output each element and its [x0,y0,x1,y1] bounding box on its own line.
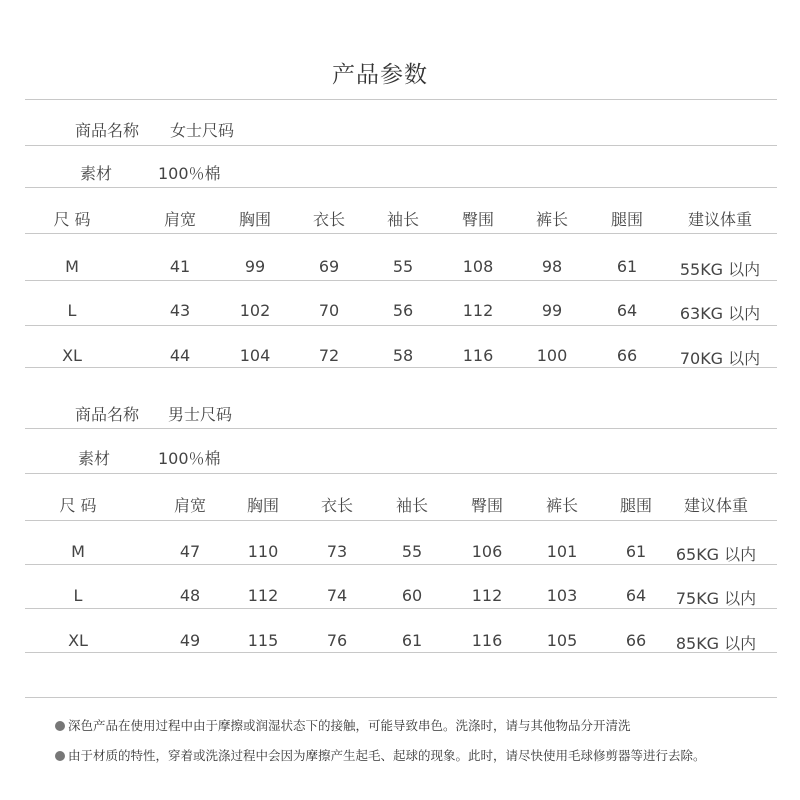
care-note-text: 由于材质的特性，穿着或洗涤过程中会因为摩擦产生起毛、起球的现象。此时，请尽快使用毛球修剪器等进行去除。 [68,748,706,763]
column-header: 胸围 [238,210,272,229]
size-label: L [73,586,83,605]
size-cell: 61 [625,542,647,561]
divider [25,280,777,281]
size-cell: 55 [401,542,423,561]
size-cell: 116 [462,346,494,365]
size-cell: 85KG 以内 [675,634,757,653]
column-header: 裤长 [545,496,579,515]
product-name-value: 女士尺码 [170,121,235,140]
product-name-label: 商品名称 [75,405,140,424]
size-label: XL [62,346,82,365]
size-label: M [71,542,85,561]
size-cell: 63KG 以内 [679,304,761,323]
size-cell: 61 [616,257,638,276]
size-cell: 72 [318,346,340,365]
divider [25,473,777,474]
divider [25,564,777,565]
product-name-value: 男士尺码 [168,405,233,424]
material-label: 素材 [80,164,113,183]
divider [25,608,777,609]
column-header: 袖长 [386,210,420,229]
size-cell: 102 [239,301,271,320]
column-header: 腿围 [619,496,653,515]
size-cell: 60 [401,586,423,605]
size-cell: 66 [625,631,647,650]
size-cell: 100 [536,346,568,365]
size-cell: 55 [392,257,414,276]
column-header: 建议体重 [687,210,753,229]
size-cell: 66 [616,346,638,365]
care-note-text: 深色产品在使用过程中由于摩擦或润湿状态下的接触，可能导致串色。洗涤时，请与其他物品分开清洗 [68,718,631,733]
size-cell: 101 [546,542,578,561]
size-cell: 70 [318,301,340,320]
size-cell: 48 [179,586,201,605]
size-cell: 110 [247,542,279,561]
size-label: XL [68,631,88,650]
size-cell: 47 [179,542,201,561]
size-cell: 55KG 以内 [679,260,761,279]
column-header: 裤长 [535,210,569,229]
size-cell: 76 [326,631,348,650]
column-header: 臀围 [461,210,495,229]
column-header: 袖长 [395,496,429,515]
column-header: 尺 码 [53,210,91,229]
bullet-icon [55,721,65,731]
page-title: 产品参数 [332,62,428,88]
size-cell: 99 [541,301,563,320]
size-cell: 105 [546,631,578,650]
column-header: 腿围 [610,210,644,229]
divider [25,233,777,234]
divider [25,367,777,368]
size-cell: 64 [625,586,647,605]
material-value: 100％棉 [158,449,221,468]
divider [25,428,777,429]
product-name-label: 商品名称 [75,121,140,140]
size-label: L [67,301,77,320]
size-cell: 41 [169,257,191,276]
column-header: 臀围 [470,496,504,515]
size-cell: 115 [247,631,279,650]
care-note [55,746,706,764]
size-cell: 108 [462,257,494,276]
column-header: 尺 码 [59,496,97,515]
size-cell: 106 [471,542,503,561]
column-header: 肩宽 [163,210,197,229]
size-cell: 61 [401,631,423,650]
size-cell: 116 [471,631,503,650]
divider [25,652,777,653]
bullet-icon [55,751,65,761]
size-cell: 64 [616,301,638,320]
size-cell: 70KG 以内 [679,349,761,368]
size-cell: 112 [462,301,494,320]
size-cell: 103 [546,586,578,605]
size-cell: 98 [541,257,563,276]
size-cell: 58 [392,346,414,365]
column-header: 衣长 [312,210,346,229]
size-cell: 112 [471,586,503,605]
column-header: 建议体重 [683,496,749,515]
divider [25,187,777,188]
size-cell: 44 [169,346,191,365]
size-cell: 104 [239,346,271,365]
divider [25,145,777,146]
divider [25,325,777,326]
material-value: 100％棉 [158,164,221,183]
size-cell: 74 [326,586,348,605]
size-cell: 69 [318,257,340,276]
size-cell: 112 [247,586,279,605]
size-cell: 75KG 以内 [675,589,757,608]
size-cell: 49 [179,631,201,650]
size-label: M [65,257,79,276]
column-header: 肩宽 [173,496,207,515]
size-cell: 56 [392,301,414,320]
size-cell: 65KG 以内 [675,545,757,564]
column-header: 衣长 [320,496,354,515]
divider [25,520,777,521]
column-header: 胸围 [246,496,280,515]
material-label: 素材 [78,449,111,468]
divider [25,697,777,698]
size-cell: 99 [244,257,266,276]
divider [25,99,777,100]
size-cell: 73 [326,542,348,561]
size-cell: 43 [169,301,191,320]
care-note [55,716,631,734]
